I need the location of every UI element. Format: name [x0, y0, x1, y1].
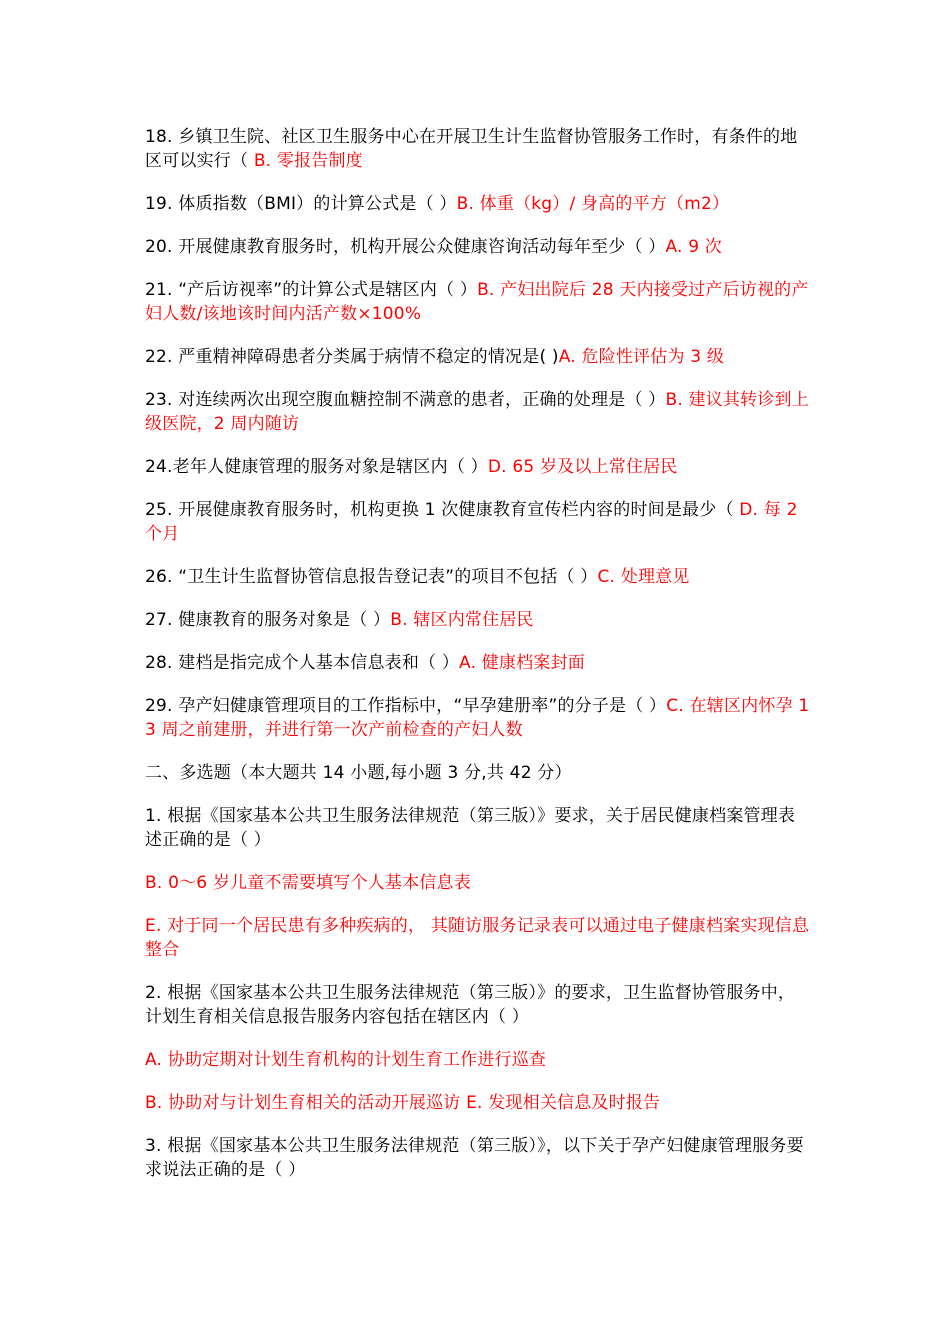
multi-answer-1b: B. 0～6 岁儿童不需要填写个人基本信息表: [145, 873, 471, 893]
answer-text: B. 建议其转诊到上级医院，2 周内随访: [145, 390, 809, 434]
question-text: 23. 对连续两次出现空腹血糖控制不满意的患者，正确的处理是（ ）: [145, 390, 666, 410]
answer-text: A. 健康档案封面: [459, 653, 585, 673]
question-text: 27. 健康教育的服务对象是（ ）: [145, 610, 391, 630]
question-26: [145, 565, 810, 589]
question-18: [145, 125, 810, 173]
answer-text: A. 危险性评估为 3 级: [558, 347, 725, 367]
section-heading: 二、多选题（本大题共 14 小题,每小题 3 分,共 42 分）: [145, 763, 572, 783]
answer-text: D. 每 2 个月: [145, 500, 798, 544]
question-19: [145, 192, 810, 216]
answer-text: C. 在辖区内怀孕 13 周之前建册，并进行第一次产前检查的产妇人数: [145, 696, 810, 740]
multi-answer-2a: A. 协助定期对计划生育机构的计划生育工作进行巡查: [145, 1050, 547, 1070]
answer-text: B. 零报告制度: [253, 151, 363, 171]
answer-text: B. 产妇出院后 28 天内接受过产后访视的产妇人数/该地该时间内活产数×100%: [145, 280, 809, 324]
question-text: 19. 体质指数（BMI）的计算公式是（ ）: [145, 194, 457, 214]
multi-answer-2be: B. 协助对与计划生育相关的活动开展巡访 E. 发现相关信息及时报告: [145, 1093, 661, 1113]
question-text: 29. 孕产妇健康管理项目的工作指标中，“早孕建册率”的分子是（ ）: [145, 696, 667, 716]
question-28: [145, 651, 810, 675]
question-text: 21. “产后访视率”的计算公式是辖区内（ ）: [145, 280, 478, 300]
question-21: [145, 278, 810, 326]
answer-text: B. 体重（kg）/ 身高的平方（m2）: [456, 194, 730, 214]
question-20: [145, 235, 810, 259]
answer-text: C. 处理意见: [597, 567, 690, 587]
question-text: 25. 开展健康教育服务时，机构更换 1 次健康教育宣传栏内容的时间是最少（: [145, 500, 740, 520]
question-text: 22. 严重精神障碍患者分类属于病情不稳定的情况是( ): [145, 347, 559, 367]
question-29: [145, 694, 810, 742]
question-25: [145, 498, 810, 546]
question-text: 28. 建档是指完成个人基本信息表和（ ）: [145, 653, 460, 673]
question-27: [145, 608, 810, 632]
answer-text: A. 9 次: [665, 237, 723, 257]
question-23: [145, 388, 810, 436]
question-text: 18. 乡镇卫生院、社区卫生服务中心在开展卫生计生监督协管服务工作时，有条件的地区可以实行（: [145, 127, 798, 171]
multi-question-1: 1. 根据《国家基本公共卫生服务法律规范（第三版）》要求，关于居民健康档案管理表述正确的是（ ）: [145, 806, 796, 850]
multi-question-2: 2. 根据《国家基本公共卫生服务法律规范（第三版）》的要求，卫生监督协管服务中，计划生育相关信息报告服务内容包括在辖区内（ ）: [145, 983, 796, 1027]
question-text: 24.老年人健康管理的服务对象是辖区内（ ）: [145, 457, 488, 477]
multi-answer-1e: E. 对于同一个居民患有多种疾病的， 其随访服务记录表可以通过电子健康档案实现信息整合: [145, 916, 810, 960]
document-body: [145, 125, 810, 1201]
question-24: [145, 455, 810, 479]
question-text: 20. 开展健康教育服务时，机构开展公众健康咨询活动每年至少（ ）: [145, 237, 666, 257]
answer-text: B. 辖区内常住居民: [390, 610, 534, 630]
question-22: [145, 345, 810, 369]
question-text: 26. “卫生计生监督协管信息报告登记表”的项目不包括（ ）: [145, 567, 598, 587]
answer-text: D. 65 岁及以上常住居民: [487, 457, 678, 477]
multi-question-3: 3. 根据《国家基本公共卫生服务法律规范（第三版）》，以下关于孕产妇健康管理服务要求说法正确的是（ ）: [145, 1136, 804, 1180]
